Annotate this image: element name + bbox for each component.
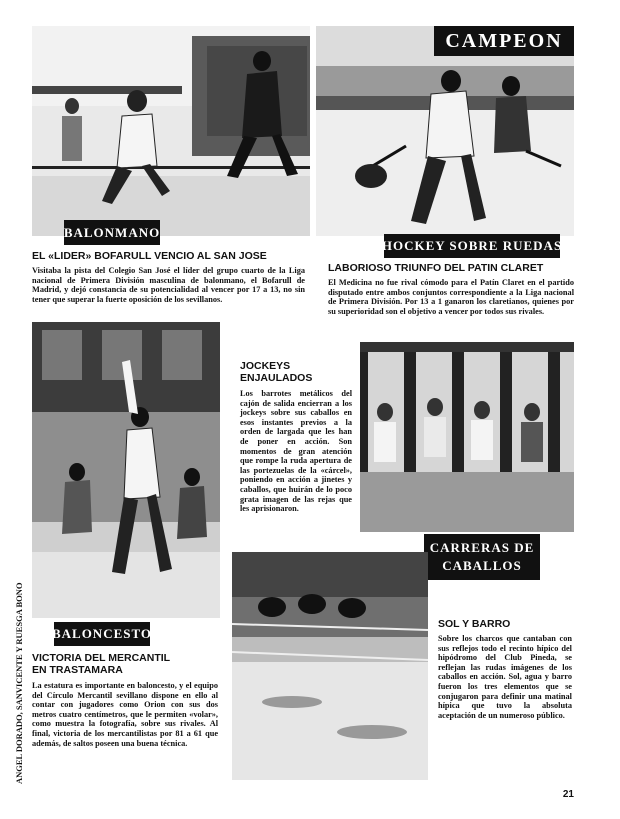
baloncesto-headline-line2: EN TRASTAMARA — [32, 664, 123, 676]
hockey-body: El Medicina no fue rival cómodo para el Patín Claret en el partido disputado entre ambos conjuntos correspondiente a la Liga nacional de Primera División. Por 13 a 1 ganaron los claretianos, quienes por su superioridad son el objetivo a vencer por todos sus rivales. — [328, 278, 574, 316]
balonmano-section-label: BALONMANO — [64, 220, 160, 245]
jockeys-headline-line1: JOCKEYS — [240, 360, 291, 372]
solybarro-headline: SOL Y BARRO — [438, 618, 511, 630]
baloncesto-section-label: BALONCESTO — [54, 622, 150, 646]
balonmano-photo — [32, 26, 310, 236]
balonmano-body: Visitaba la pista del Colegio San José el líder del grupo cuarto de la Liga nacional de Primera División masculina de balonmano, el Bofarull de Madrid, y dejó constancia de su potencialidad al vencer por 17 a 13, no sin tener que superar la fuerte oposición de los sevillanos. — [32, 266, 305, 304]
hockey-headline: LABORIOSO TRIUNFO DEL PATIN CLARET — [328, 262, 544, 274]
jockeys-headline-line2: ENJAULADOS — [240, 372, 313, 384]
jockeys-body: Los barrotes metálicos del cajón de salida encierran a los jockeys sobre sus caballos en esos instantes previos a la orden de largada que les han de poner en acción. Son momentos de gran atención que rompe la ruda apertura de las portezuelas de la «cárcel», poniendo en acción a jinetes y caballos, que huirán de lo poco grata imagen de las rejas que les aprisionaron. — [240, 389, 352, 514]
hockey-photo — [316, 26, 574, 236]
photo-credits: ANGEL DORADO, SANVICENTE Y RUESGA BONO — [14, 582, 24, 784]
page-number: 21 — [562, 789, 574, 800]
carreras-section-label — [424, 534, 540, 580]
solybarro-body: Sobre los charcos que cantaban con sus reflejos todo el recinto hípico del hipódromo del Club Pineda, se reflejan las rudas imágenes de los caballos en acción. Sol, agua y barro fueron los tres elementos que se conjugaron para definir una matinal hípica que tuvo la absoluta aceptación de un numeroso público. — [438, 634, 572, 720]
carreras-label-line2: CABALLOS — [442, 558, 522, 573]
baloncesto-headline-line1: VICTORIA DEL MERCANTIL — [32, 652, 171, 664]
baloncesto-body: La estatura es importante en baloncesto, y el equipo del Círculo Mercantil sevillano dispone en ello al contar con jugadores como Orion con sus dos metros cuatro centímetros, que le permiten «volar», como muestra la fotografía, sobre sus rivales. Al final, victoria de los mercantilistas por 81 a 61 que además, de saltos poseen una buena técnica. — [32, 681, 218, 748]
jockeys-photo — [360, 342, 574, 532]
balonmano-headline: EL «LIDER» BOFARULL VENCIO AL SAN JOSE — [32, 250, 267, 262]
campeon-banner: CAMPEON — [434, 26, 574, 56]
hockey-section-label: HOCKEY SOBRE RUEDAS — [384, 234, 560, 258]
baloncesto-photo — [32, 322, 220, 618]
solybarro-photo — [232, 552, 428, 780]
carreras-label-line1: CARRERAS DE — [429, 540, 535, 555]
